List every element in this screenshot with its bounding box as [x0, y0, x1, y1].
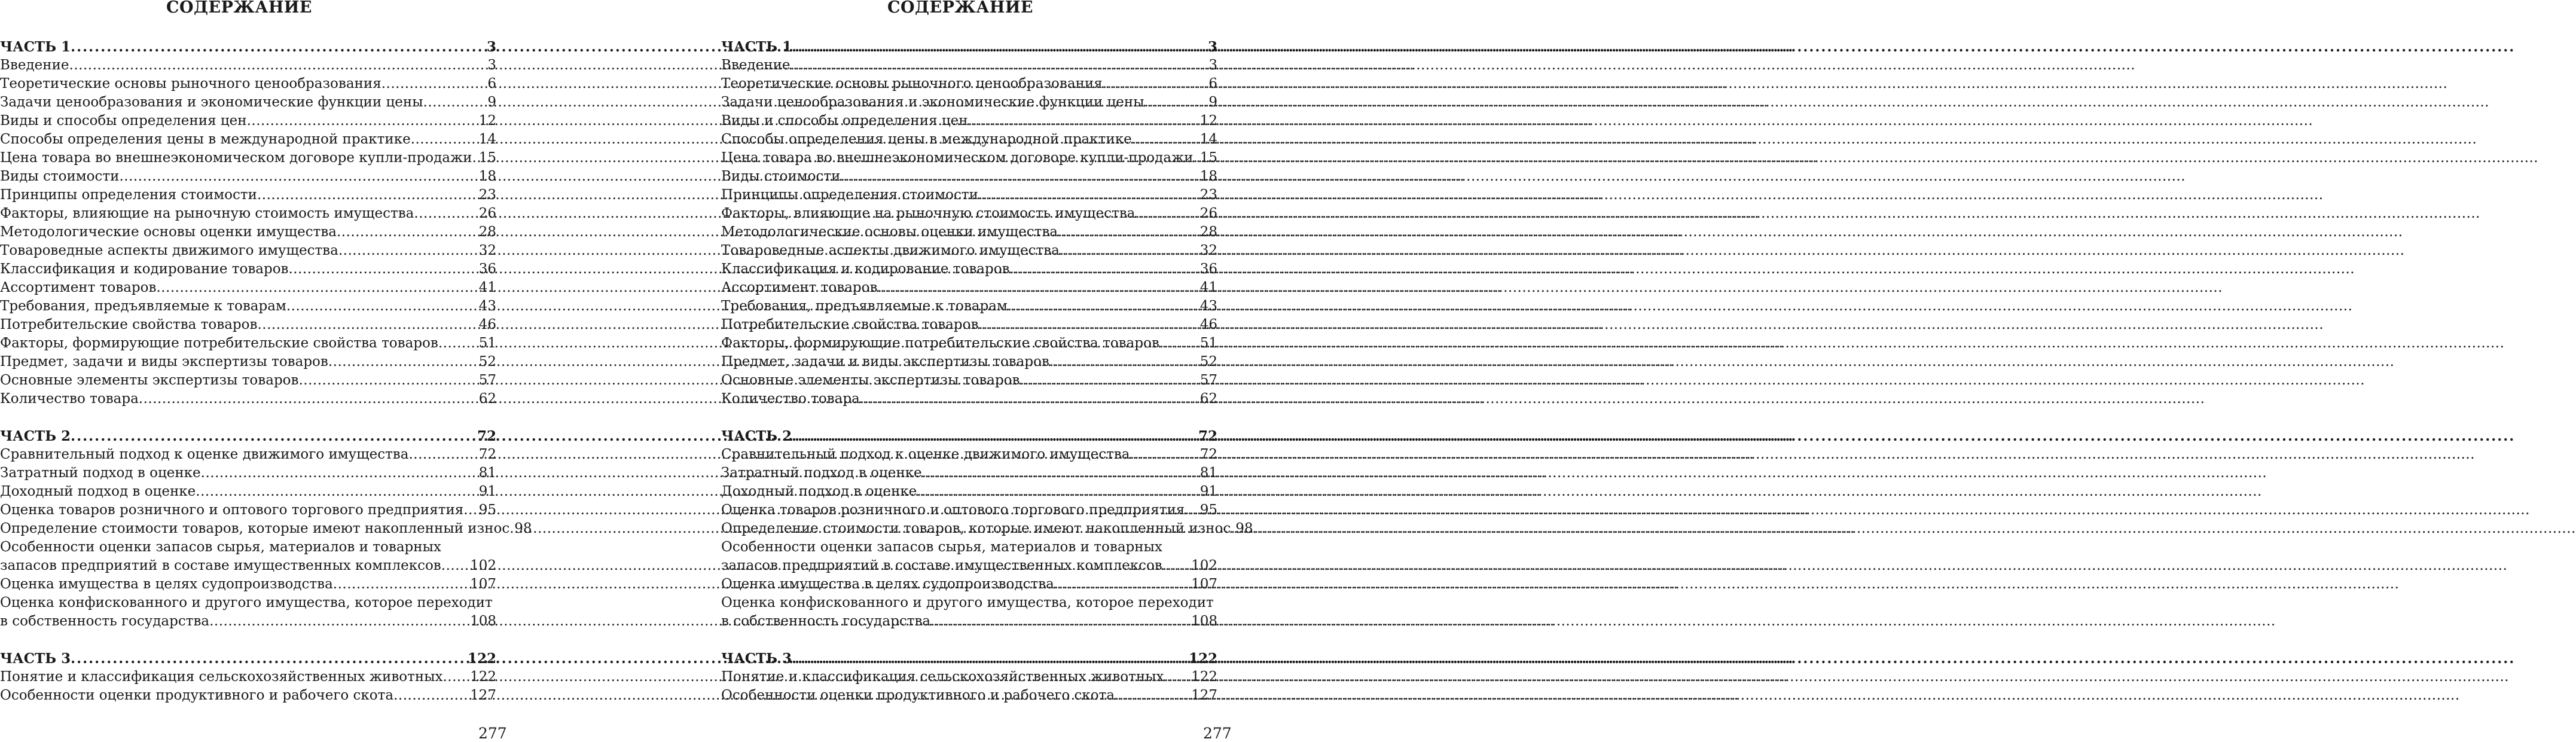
- toc-entry: [0, 575, 496, 594]
- entry-page: 81: [1200, 465, 1217, 481]
- entry-page: 62: [478, 391, 496, 407]
- entry-title: ЧАСТЬ 3: [0, 651, 71, 667]
- toc-entry: [0, 112, 496, 130]
- leader-dots: [408, 445, 478, 464]
- leader-dots: [1144, 93, 1209, 112]
- entry-title: Способы определения цены в международной практике: [721, 132, 1132, 147]
- leader-dots: [156, 279, 478, 297]
- leader-dots: [1008, 297, 1200, 316]
- entry-title: Ассортимент товаров: [721, 280, 878, 295]
- entry-page: 18: [1200, 169, 1217, 184]
- leader-dots: [338, 242, 479, 260]
- toc-entry: [0, 520, 532, 538]
- leader-dots: [441, 557, 470, 575]
- entry-page: 15: [478, 150, 496, 166]
- entry-title: Сравнительный подход к оценке движимого имущества: [721, 447, 1130, 462]
- part-heading: [0, 38, 496, 56]
- leader-dots: [922, 464, 1200, 483]
- entry-title: ЧАСТЬ 3: [721, 651, 792, 667]
- entry-title: Задачи ценообразования и экономические функции цены: [721, 94, 1144, 110]
- entry-page: 122: [470, 669, 496, 685]
- toc-entry: [721, 130, 1217, 149]
- leader-dots: [978, 316, 1200, 334]
- entry-page: 127: [470, 688, 496, 703]
- entry-page: 108: [1191, 613, 1217, 629]
- entry-page: 127: [1191, 688, 1217, 703]
- entry-title: Оценка товаров розничного и оптового торгового предприятия: [0, 502, 464, 518]
- toc-entry: [721, 316, 1217, 334]
- entry-page: 72: [1200, 447, 1217, 462]
- leader-dots: [442, 668, 470, 686]
- entry-page: 3: [1207, 39, 1217, 55]
- entry-title: Задачи ценообразования и экономические функции цены: [0, 94, 423, 110]
- toc-section: [0, 427, 532, 631]
- entry-title: Факторы, влияющие на рыночную стоимость имущества: [0, 206, 414, 221]
- part-heading: [721, 38, 1217, 56]
- leader-dots: [196, 483, 478, 501]
- toc-entry: [721, 334, 1217, 353]
- toc-entry: [0, 279, 496, 297]
- entry-page: 102: [1191, 558, 1217, 573]
- leader-dots: [1164, 668, 1191, 686]
- entry-title: запасов предприятий в составе имущественных комплексов: [0, 558, 441, 573]
- toc-entry: [0, 538, 496, 557]
- toc-entry: [721, 56, 1217, 75]
- toc-entry: [721, 242, 1217, 260]
- entry-page: 72: [477, 428, 496, 444]
- leader-dots: [257, 186, 479, 204]
- toc-entry: [0, 353, 496, 371]
- toc-entry: [721, 279, 1217, 297]
- entry-title: ЧАСТЬ 1: [0, 39, 71, 55]
- entry-title: Виды и способы определения цен: [721, 113, 968, 129]
- toc-entry: [0, 204, 496, 223]
- entry-title: Оценка товаров розничного и оптового торгового предприятия: [721, 502, 1185, 518]
- entry-title: Понятие и классификация сельскохозяйственных животных: [721, 669, 1164, 685]
- toc-entry: [721, 464, 1217, 483]
- leader-dots: [71, 427, 477, 445]
- entry-title: в собственность государства: [721, 613, 931, 629]
- toc-entry: [721, 112, 1217, 130]
- entry-page: 107: [1191, 576, 1217, 592]
- toc-entry: [721, 668, 1217, 686]
- entry-title: Введение: [0, 57, 69, 73]
- entry-title: Ассортимент товаров: [0, 280, 157, 295]
- entry-title: Потребительские свойства товаров: [0, 317, 258, 332]
- toc-entry: [0, 130, 496, 149]
- leader-dots: [1185, 501, 1200, 520]
- toc-entry: [0, 167, 496, 186]
- leader-dots: [792, 649, 1189, 668]
- toc-entry: [0, 316, 496, 334]
- leader-dots: [69, 56, 488, 75]
- leader-dots: [930, 612, 1191, 631]
- entry-title: Основные элементы экспертизы товаров: [721, 372, 1020, 388]
- entry-title: Основные элементы экспертизы товаров: [0, 372, 299, 388]
- entry-page: 9: [1208, 94, 1217, 110]
- entry-page: 6: [487, 76, 496, 91]
- entry-title: Понятие и классификация сельскохозяйственных животных: [0, 669, 443, 685]
- leader-dots: [1135, 204, 1200, 223]
- toc-entry: [721, 186, 1217, 204]
- leader-dots: [1132, 130, 1200, 149]
- toc-entry: [0, 75, 496, 93]
- entry-page: 6: [1208, 76, 1217, 91]
- leader-dots: [119, 167, 478, 186]
- entry-title: Количество товара: [0, 391, 139, 407]
- leader-dots: [337, 223, 479, 242]
- entry-title: Оценка конфискованного и другого имущества, которое переходит: [0, 595, 493, 610]
- toc-entry: [0, 501, 496, 520]
- entry-page: 51: [478, 335, 496, 351]
- left-page: [0, 0, 532, 742]
- entry-title: Товароведные аспекты движимого имущества: [0, 243, 338, 258]
- toc-entry-continuation: [0, 612, 496, 631]
- table-of-contents: [0, 38, 532, 723]
- entry-title: Затратный подход в оценке: [0, 465, 201, 481]
- entry-title: в собственность государства: [0, 613, 210, 629]
- entry-page: 43: [1200, 298, 1217, 314]
- toc-entry: [721, 204, 1217, 223]
- entry-page: 122: [467, 651, 496, 667]
- entry-title: Факторы, влияющие на рыночную стоимость имущества: [721, 206, 1136, 221]
- toc-entry: [0, 223, 496, 242]
- entry-title: Цена товара во внешнеэкономическом договоре купли-продажи: [721, 150, 1194, 166]
- toc-section: [0, 38, 496, 408]
- toc-entry: [0, 149, 496, 167]
- leader-dots: [840, 167, 1200, 186]
- toc-entry: [721, 686, 1217, 705]
- part-heading: [721, 427, 1217, 445]
- toc-entry-continuation: [0, 557, 496, 575]
- entry-page: 14: [1200, 132, 1217, 147]
- leader-dots: [328, 353, 479, 371]
- leader-dots: [257, 316, 478, 334]
- entry-title: Оценка имущества в целях судопроизводства: [0, 576, 333, 592]
- entry-page: 15: [1200, 150, 1217, 166]
- entry-title: Теоретические основы рыночного ценообразования: [0, 76, 381, 91]
- entry-page: 26: [478, 206, 496, 221]
- entry-title: Требования, предъявляемые к товарам: [0, 298, 286, 314]
- toc-entry: [0, 686, 496, 705]
- leader-dots: [463, 501, 478, 520]
- entry-page: 72: [478, 447, 496, 462]
- part-heading: [721, 649, 1217, 668]
- entry-page: 3: [1208, 57, 1217, 73]
- leader-dots: [509, 520, 514, 538]
- leader-dots: [1130, 445, 1200, 464]
- entry-page: 91: [1200, 484, 1217, 499]
- entry-page: 51: [1200, 335, 1217, 351]
- leader-dots: [1162, 557, 1191, 575]
- entry-page: 122: [1188, 651, 1217, 667]
- toc-entry: [721, 483, 1217, 501]
- entry-page: 14: [478, 132, 496, 147]
- entry-page: 43: [478, 298, 496, 314]
- leader-dots: [247, 112, 479, 130]
- toc-entry: [721, 594, 1217, 612]
- leader-dots: [411, 130, 479, 149]
- entry-page: 52: [478, 354, 496, 370]
- entry-title: Определение стоимости товаров, которые имеют накопленный износ: [0, 521, 510, 536]
- entry-title: Потребительские свойства товаров: [721, 317, 979, 332]
- toc-entry: [721, 75, 1217, 93]
- toc-entry: [721, 501, 1217, 520]
- entry-page: 95: [1200, 502, 1217, 518]
- entry-page: 91: [478, 484, 496, 499]
- toc-section: [721, 649, 1217, 705]
- entry-page: 36: [1200, 261, 1217, 277]
- entry-title: Теоретические основы рыночного ценообразования: [721, 76, 1103, 91]
- entry-title: Особенности оценки запасов сырья, материалов и товарных: [721, 539, 1162, 555]
- entry-title: Оценка конфискованного и другого имущества, которое переходит: [721, 595, 1214, 610]
- leader-dots: [792, 427, 1198, 445]
- toc-entry: [0, 483, 496, 501]
- toc-section: [721, 427, 1253, 631]
- entry-page: 3: [487, 57, 496, 73]
- leader-dots: [790, 56, 1209, 75]
- entry-page: 23: [1200, 187, 1217, 203]
- toc-entry: [0, 242, 496, 260]
- entry-page: 12: [1200, 113, 1217, 129]
- entry-title: Количество товара: [721, 391, 860, 407]
- entry-page: 62: [1200, 391, 1217, 407]
- toc-entry: [0, 594, 496, 612]
- leader-dots: [289, 260, 479, 279]
- entry-title: Методологические основы оценки имущества: [721, 224, 1058, 240]
- leader-dots: [472, 149, 479, 167]
- entry-title: ЧАСТЬ 2: [0, 428, 71, 444]
- leader-dots: [381, 75, 488, 93]
- entry-page: 28: [1200, 224, 1217, 240]
- leader-dots: [71, 649, 468, 668]
- toc-section: [0, 649, 496, 705]
- entry-title: Виды и способы определения цен: [0, 113, 247, 129]
- leader-dots: [201, 464, 479, 483]
- entry-page: 18: [478, 169, 496, 184]
- entry-page: 9: [487, 94, 496, 110]
- entry-title: Особенности оценки продуктивного и рабочего скота: [0, 688, 394, 703]
- toc-entry: [721, 371, 1217, 390]
- entry-title: Методологические основы оценки имущества: [0, 224, 337, 240]
- entry-title: Требования, предъявляемые к товарам: [721, 298, 1008, 314]
- entry-title: Определение стоимости товаров, которые имеют накопленный износ: [721, 521, 1231, 536]
- entry-title: Цена товара во внешнеэкономическом договоре купли-продажи: [0, 150, 472, 166]
- toc-entry: [721, 575, 1217, 594]
- entry-page: 98: [1235, 521, 1253, 536]
- leader-dots: [978, 186, 1200, 204]
- leader-dots: [1194, 149, 1200, 167]
- toc-entry: [0, 390, 496, 408]
- toc-entry: [721, 390, 1217, 408]
- leader-dots: [71, 38, 487, 56]
- entry-title: Способы определения цены в международной практике: [0, 132, 411, 147]
- toc-section: [721, 38, 1217, 408]
- entry-title: Классификация и кодирование товаров: [721, 261, 1010, 277]
- entry-title: Предмет, задачи и виды экспертизы товаров: [721, 354, 1049, 370]
- toc-entry: [0, 445, 496, 464]
- entry-page: 52: [1200, 354, 1217, 370]
- toc-entry: [0, 668, 496, 686]
- page-title: СОДЕРЖАНИЕ: [166, 0, 312, 17]
- leader-dots: [1020, 371, 1200, 390]
- toc-entry: [0, 186, 496, 204]
- toc-entry: [721, 520, 1253, 538]
- toc-entry: [721, 297, 1217, 316]
- leader-dots: [792, 38, 1208, 56]
- toc-entry: [0, 371, 496, 390]
- entry-title: Сравнительный подход к оценке движимого имущества: [0, 447, 409, 462]
- right-page: [721, 0, 1253, 742]
- leader-dots: [333, 575, 470, 594]
- entry-page: 95: [478, 502, 496, 518]
- leader-dots: [298, 371, 478, 390]
- toc-entry: [721, 167, 1217, 186]
- toc-entry: [0, 93, 496, 112]
- leader-dots: [1159, 334, 1200, 353]
- entry-title: Классификация и кодирование товаров: [0, 261, 289, 277]
- entry-title: запасов предприятий в составе имущественных комплексов: [721, 558, 1162, 573]
- leader-dots: [438, 334, 479, 353]
- page-title: СОДЕРЖАНИЕ: [887, 0, 1033, 17]
- entry-page: 57: [1200, 372, 1217, 388]
- toc-entry: [721, 538, 1217, 557]
- toc-entry-continuation: [721, 557, 1217, 575]
- entry-page: 41: [1200, 280, 1217, 295]
- entry-page: 108: [470, 613, 496, 629]
- toc-entry: [721, 353, 1217, 371]
- entry-page: 26: [1200, 206, 1217, 221]
- toc-entry: [0, 260, 496, 279]
- entry-title: Предмет, задачи и виды экспертизы товаров: [0, 354, 328, 370]
- entry-title: Виды стоимости: [721, 169, 841, 184]
- leader-dots: [917, 483, 1200, 501]
- entry-title: Особенности оценки запасов сырья, материалов и товарных: [0, 539, 441, 555]
- toc-entry: [0, 56, 496, 75]
- leader-dots: [1054, 575, 1191, 594]
- leader-dots: [1058, 223, 1200, 242]
- part-heading: [0, 427, 496, 445]
- leader-dots: [423, 93, 488, 112]
- entry-page: 3: [486, 39, 496, 55]
- leader-dots: [286, 297, 479, 316]
- leader-dots: [393, 686, 470, 705]
- toc-entry: [721, 93, 1217, 112]
- toc-entry: [721, 149, 1217, 167]
- entry-page: 36: [478, 261, 496, 277]
- entry-page: 32: [1200, 243, 1217, 258]
- leader-dots: [968, 112, 1200, 130]
- entry-page: 98: [514, 521, 532, 536]
- leader-dots: [1060, 242, 1200, 260]
- leader-dots: [860, 390, 1200, 408]
- entry-title: Виды стоимости: [0, 169, 120, 184]
- entry-title: Оценка имущества в целях судопроизводства: [721, 576, 1054, 592]
- leader-dots: [1103, 75, 1209, 93]
- entry-title: Принципы определения стоимости: [0, 187, 257, 203]
- entry-title: Товароведные аспекты движимого имущества: [721, 243, 1060, 258]
- toc-entry: [0, 334, 496, 353]
- leader-dots: [1231, 520, 1235, 538]
- toc-entry-continuation: [721, 612, 1217, 631]
- leader-dots: [1010, 260, 1200, 279]
- entry-title: Факторы, формирующие потребительские свойства товаров: [0, 335, 438, 351]
- page-number: 277: [478, 725, 507, 742]
- entry-page: 46: [1200, 317, 1217, 332]
- table-of-contents: [721, 38, 1253, 723]
- entry-title: ЧАСТЬ 1: [721, 39, 792, 55]
- entry-title: Затратный подход в оценке: [721, 465, 922, 481]
- leader-dots: [414, 204, 478, 223]
- entry-page: 102: [470, 558, 496, 573]
- entry-title: ЧАСТЬ 2: [721, 428, 792, 444]
- toc-entry: [721, 445, 1217, 464]
- part-heading: [0, 649, 496, 668]
- toc-entry: [721, 223, 1217, 242]
- toc-entry: [721, 260, 1217, 279]
- entry-page: 57: [478, 372, 496, 388]
- toc-entry: [0, 297, 496, 316]
- entry-page: 72: [1198, 428, 1217, 444]
- entry-page: 46: [478, 317, 496, 332]
- leader-dots: [1049, 353, 1200, 371]
- entry-page: 122: [1191, 669, 1217, 685]
- entry-title: Доходный подход в оценке: [721, 484, 917, 499]
- entry-title: Факторы, формирующие потребительские свойства товаров: [721, 335, 1159, 351]
- toc-entry: [0, 464, 496, 483]
- entry-title: Принципы определения стоимости: [721, 187, 978, 203]
- entry-title: Особенности оценки продуктивного и рабочего скота: [721, 688, 1115, 703]
- leader-dots: [209, 612, 470, 631]
- leader-dots: [877, 279, 1200, 297]
- page-number: 277: [1203, 725, 1232, 742]
- entry-page: 23: [478, 187, 496, 203]
- entry-page: 107: [470, 576, 496, 592]
- leader-dots: [1115, 686, 1191, 705]
- entry-page: 32: [478, 243, 496, 258]
- leader-dots: [139, 390, 479, 408]
- entry-title: Введение: [721, 57, 790, 73]
- entry-page: 81: [478, 465, 496, 481]
- entry-page: 28: [478, 224, 496, 240]
- entry-title: Доходный подход в оценке: [0, 484, 196, 499]
- entry-page: 41: [478, 280, 496, 295]
- entry-page: 12: [478, 113, 496, 129]
